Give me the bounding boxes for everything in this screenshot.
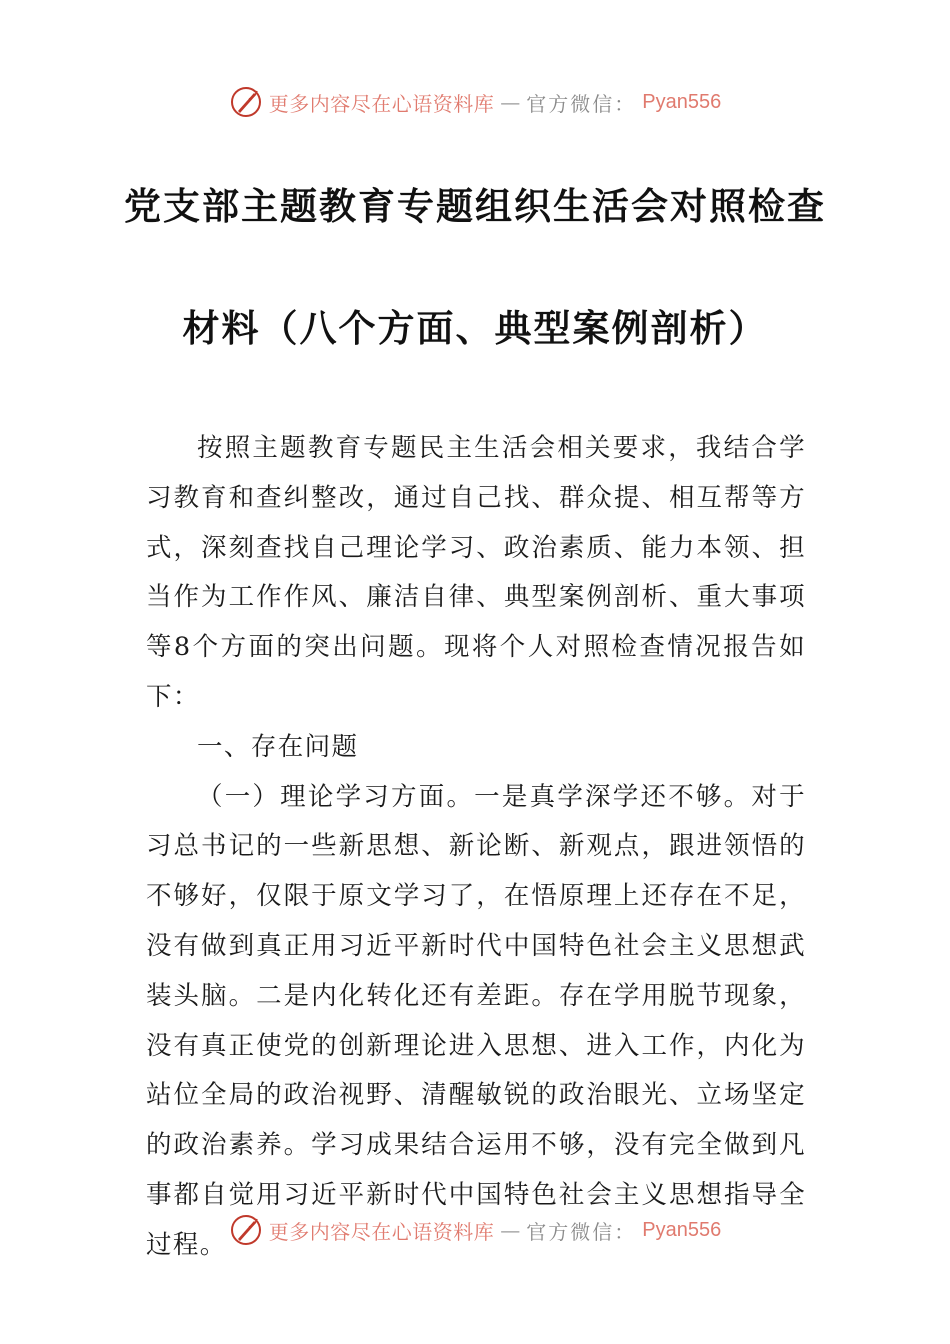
document-body bbox=[146, 424, 806, 1271]
watermark-separator: — bbox=[500, 90, 521, 114]
document-title-line-1: 党支部主题教育专题组织生活会对照检查 bbox=[124, 185, 826, 228]
document-title-line-2: 材料（八个方面、典型案例剖析） bbox=[182, 307, 768, 350]
intro-paragraph: 按照主题教育专题民主生活会相关要求，我结合学习教育和查纠整改，通过自己找、群众提、相互帮等方式，深刻查找自己理论学习、政治素质、能力本领、担当作为工作作风、廉洁自律、典型案例剖析、重大事项等8个方面的突出问题。现将个人对照检查情况报告如下： bbox=[146, 433, 806, 712]
quill-pen-logo-icon bbox=[229, 85, 263, 119]
quill-pen-logo-icon bbox=[229, 1213, 263, 1247]
watermark-site-text: 更多内容尽在心语资料库 bbox=[268, 1219, 495, 1244]
section-heading: 一、存在问题 bbox=[197, 731, 359, 762]
watermark-site-text: 更多内容尽在心语资料库 bbox=[268, 91, 495, 116]
watermark-official-label: 官方微信： bbox=[526, 1219, 637, 1244]
footer-watermark bbox=[0, 1210, 950, 1250]
watermark-official-label: 官方微信： bbox=[526, 91, 637, 116]
watermark-wechat-id: Pyan556 bbox=[642, 90, 722, 113]
theory-study-paragraph: （一）理论学习方面。一是真学深学还不够。对于习总书记的一些新思想、新论断、新观点，跟进领悟的不够好，仅限于原文学习了，在悟原理上还存在不足，没有做到真正用习近平新时代中国特色社会主义思想武装头脑。二是内化转化还有差距。存在学用脱节现象，没有真正使党的创新理论进入思想、进入工作，内化为站位全局的政治视野、清醒敏锐的政治眼光、立场坚定的政治素养。学习成果结合运用不够，没有完全做到凡事都自觉用习近平新时代中国特色社会主义思想指导全过程。 bbox=[146, 781, 806, 1260]
watermark-wechat-id: Pyan556 bbox=[642, 1218, 722, 1241]
watermark-separator: — bbox=[500, 1218, 521, 1242]
header-watermark bbox=[0, 82, 950, 122]
